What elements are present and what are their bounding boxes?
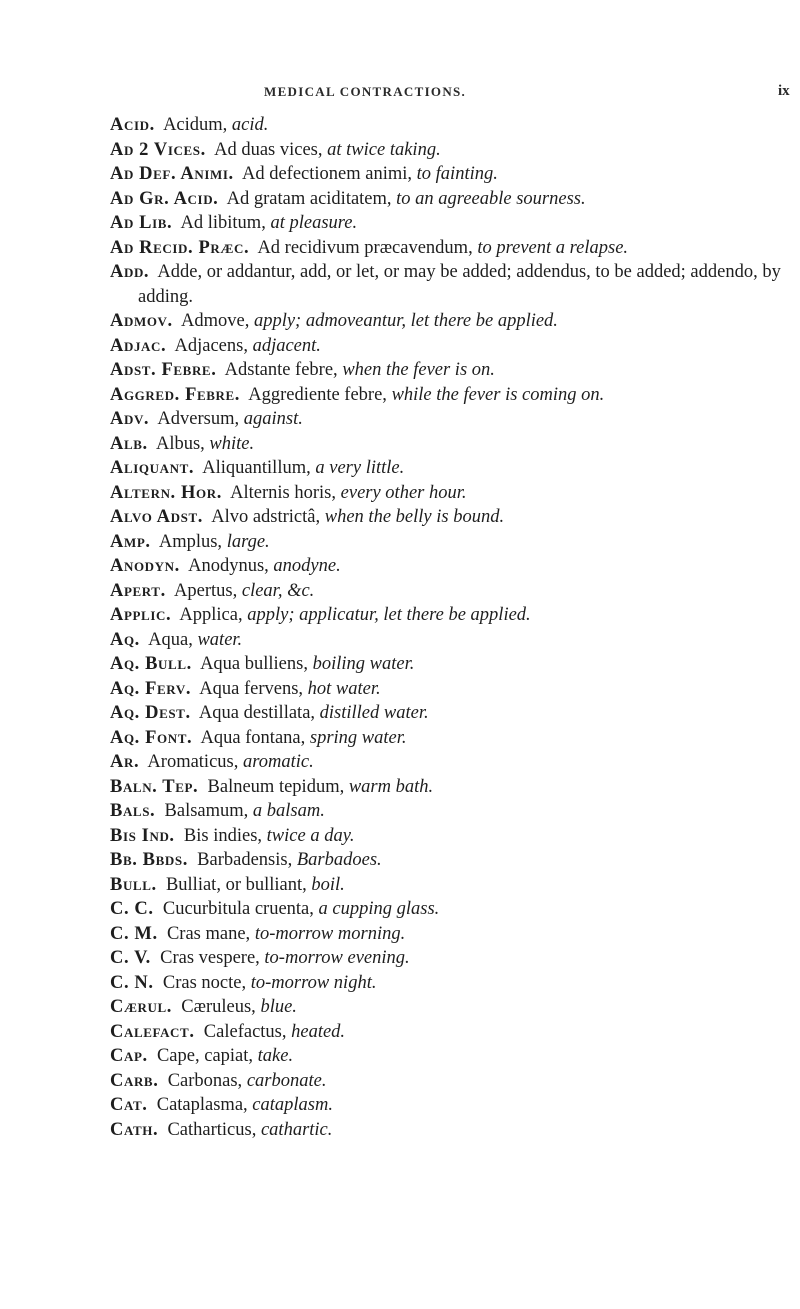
entry-abbreviation: Cærul. — [110, 997, 173, 1017]
entry-abbreviation: Applic. — [110, 605, 172, 625]
entry-latin: Aqua bulliens, — [200, 654, 313, 674]
entry-meaning: heated. — [291, 1021, 346, 1042]
entry — [110, 1020, 790, 1045]
entry-meaning: apply; applicatur, let there be applied. — [247, 605, 531, 625]
entry-latin: Catharticus, — [167, 1119, 261, 1140]
entry-latin: Bis indies, — [183, 825, 267, 846]
entry-abbreviation: Ad 2 Vices. — [110, 139, 206, 160]
entry-meaning: hot water. — [307, 678, 381, 699]
entry-meaning: blue. — [260, 997, 297, 1017]
entry-abbreviation: Bis Ind. — [110, 825, 175, 846]
entry — [110, 799, 790, 824]
entry-abbreviation: Aq. Dest. — [110, 703, 191, 723]
entry — [110, 1044, 790, 1069]
entry-abbreviation: Calefact. — [110, 1021, 195, 1042]
entry-latin: Bulliat, or bulliant, — [165, 874, 312, 895]
entry-abbreviation: Alb. — [110, 433, 148, 454]
entry-abbreviation: Aq. Bull. — [110, 654, 192, 674]
entry-abbreviation: Aq. Ferv. — [110, 678, 192, 699]
entry-abbreviation: Ad Lib. — [110, 213, 173, 233]
entry-abbreviation: Ad Def. Animi. — [110, 164, 234, 184]
entry-latin: Carbonas, — [167, 1070, 247, 1091]
entry-abbreviation: Apert. — [110, 580, 166, 601]
entry-meaning: white. — [209, 433, 255, 454]
entry-abbreviation: Adv. — [110, 409, 150, 429]
entry-abbreviation: Alvo Adst. — [110, 507, 203, 527]
entry — [110, 946, 790, 971]
entry-latin: Aqua destillata, — [198, 703, 320, 723]
entry — [110, 603, 790, 628]
entry — [110, 579, 790, 604]
entry — [110, 530, 790, 555]
entry-latin: Aliquantillum, — [202, 458, 316, 478]
entry-latin: Aqua fontana, — [200, 727, 310, 748]
entry — [110, 113, 790, 138]
entry-abbreviation: Aggred. Febre. — [110, 384, 241, 405]
entry-meaning: twice a day. — [266, 825, 355, 846]
entry-latin: Cataplasma, — [156, 1095, 253, 1115]
entry-meaning: when the fever is on. — [342, 360, 495, 380]
entry-latin: Ad recidivum præcavendum, — [257, 237, 478, 258]
entry-meaning: take. — [257, 1046, 294, 1066]
entry-latin: Aqua, — [148, 629, 198, 650]
entry-meaning: to fainting. — [416, 164, 498, 184]
entry-meaning: warm bath. — [348, 776, 434, 797]
entry-latin: Anodynus, — [188, 556, 274, 576]
entry-latin: Alvo adstrictâ, — [211, 507, 325, 527]
entry-abbreviation: C. M. — [110, 923, 158, 944]
contractions-list — [110, 113, 790, 1142]
entry-meaning: to-morrow morning. — [254, 923, 406, 944]
entry-abbreviation: Bull. — [110, 874, 157, 895]
running-title: MEDICAL CONTRACTIONS. — [264, 84, 467, 99]
entry-latin: Aqua fervens, — [199, 678, 308, 699]
entry — [110, 1093, 790, 1118]
entry-meaning: adjacent. — [252, 335, 321, 356]
entry-meaning: a cupping glass. — [318, 899, 440, 919]
entry-abbreviation: Admov. — [110, 311, 173, 331]
page-number: ix — [778, 83, 790, 99]
entry-abbreviation: Acid. — [110, 115, 155, 135]
entry-meaning: large. — [226, 531, 270, 552]
entry-meaning: against. — [243, 409, 303, 429]
entry-meaning: cataplasm. — [252, 1095, 333, 1115]
entry-meaning: anodyne. — [273, 556, 341, 576]
entry-latin: Adde, or addantur, add, or let, or may be added; addendus, to be added; addendo, by adding. — [138, 262, 781, 307]
entry-latin: Ad duas vices, — [214, 139, 328, 160]
entry — [110, 897, 790, 922]
entry — [110, 432, 790, 457]
entry — [110, 505, 790, 530]
entry — [110, 628, 790, 653]
entry-latin: Aromaticus, — [147, 752, 243, 772]
entry-meaning: a balsam. — [252, 801, 325, 821]
entry — [110, 922, 790, 947]
entry-meaning: to an agreeable sourness. — [396, 188, 586, 209]
entry-abbreviation: Cap. — [110, 1046, 148, 1066]
entry-abbreviation: Ad Gr. Acid. — [110, 188, 219, 209]
entry-abbreviation: Adst. Febre. — [110, 360, 217, 380]
entry-meaning: boil. — [311, 874, 345, 895]
entry-meaning: to-morrow night. — [250, 972, 377, 993]
entry-abbreviation: Aliquant. — [110, 458, 195, 478]
entry-abbreviation: C. V. — [110, 948, 151, 968]
entry-meaning: every other hour. — [340, 482, 467, 503]
entry-meaning: aromatic. — [242, 752, 314, 772]
entry — [110, 407, 790, 432]
running-header — [0, 84, 800, 104]
entry-meaning: spring water. — [309, 727, 407, 748]
entry-abbreviation: Carb. — [110, 1070, 159, 1091]
entry-latin: Adjacens, — [174, 335, 253, 356]
entry — [110, 309, 790, 334]
entry — [110, 138, 790, 163]
entry-latin: Acidum, — [163, 115, 232, 135]
entry-latin: Adstante febre, — [224, 360, 343, 380]
entry-meaning: at pleasure. — [270, 213, 358, 233]
entry-latin: Cape, capiat, — [156, 1046, 258, 1066]
entry-latin: Ad defectionem animi, — [241, 164, 417, 184]
entry-latin: Cras mane, — [166, 923, 255, 944]
entry — [110, 1118, 790, 1143]
entry-meaning: cathartic. — [260, 1119, 333, 1140]
entry-meaning: apply; admoveantur, let there be applied. — [253, 311, 558, 331]
entry — [110, 236, 790, 261]
entry-latin: Ad libitum, — [180, 213, 271, 233]
entry-latin: Calefactus, — [203, 1021, 292, 1042]
entry-meaning: when the belly is bound. — [324, 507, 505, 527]
entry — [110, 750, 790, 775]
entry — [110, 383, 790, 408]
entry-meaning: to-morrow evening. — [264, 948, 410, 968]
entry — [110, 187, 790, 212]
entry-abbreviation: Altern. Hor. — [110, 482, 222, 503]
entry — [110, 995, 790, 1020]
entry — [110, 775, 790, 800]
entry — [110, 1069, 790, 1094]
entry-meaning: carbonate. — [246, 1070, 327, 1091]
entry-latin: Cras nocte, — [162, 972, 251, 993]
entry-abbreviation: Add. — [110, 262, 150, 282]
entry-meaning: distilled water. — [319, 703, 429, 723]
entry — [110, 701, 790, 726]
entry-abbreviation: Adjac. — [110, 335, 167, 356]
entry — [110, 481, 790, 506]
entry-meaning: water. — [197, 629, 243, 650]
entry-abbreviation: Amp. — [110, 531, 151, 552]
entry-latin: Amplus, — [158, 531, 227, 552]
entry — [110, 554, 790, 579]
entry-latin: Cras vespere, — [160, 948, 265, 968]
entry-abbreviation: C. N. — [110, 972, 154, 993]
entry-latin: Balneum tepidum, — [207, 776, 349, 797]
entry — [110, 873, 790, 898]
entry-abbreviation: Cat. — [110, 1095, 148, 1115]
entry-latin: Admove, — [180, 311, 254, 331]
entry — [110, 358, 790, 383]
entry-meaning: acid. — [231, 115, 269, 135]
entry-abbreviation: Aq. — [110, 629, 140, 650]
entry-abbreviation: Bals. — [110, 801, 156, 821]
entry-abbreviation: Bb. Bbds. — [110, 850, 188, 870]
entry — [110, 652, 790, 677]
entry-latin: Ad gratam aciditatem, — [226, 188, 397, 209]
entry-meaning: at twice taking. — [327, 139, 441, 160]
entry — [110, 824, 790, 849]
entry-meaning: boiling water. — [312, 654, 415, 674]
entry — [110, 162, 790, 187]
entry-abbreviation: Baln. Tep. — [110, 776, 199, 797]
entry-abbreviation: Anodyn. — [110, 556, 180, 576]
entry-meaning: Barbadoes. — [296, 850, 382, 870]
entry-latin: Adversum, — [157, 409, 244, 429]
entry-abbreviation: C. C. — [110, 899, 154, 919]
entry-latin: Aggrediente febre, — [248, 384, 392, 405]
entry — [110, 211, 790, 236]
entry — [110, 848, 790, 873]
entry-abbreviation: Ad Recid. Præc. — [110, 237, 250, 258]
entry-latin: Cæruleus, — [181, 997, 261, 1017]
entry — [110, 677, 790, 702]
entry — [110, 334, 790, 359]
entry-latin: Balsamum, — [164, 801, 253, 821]
entry-meaning: a very little. — [315, 458, 405, 478]
entry-abbreviation: Ar. — [110, 752, 140, 772]
entry-latin: Cucurbitula cruenta, — [162, 899, 319, 919]
entry-latin: Alternis horis, — [230, 482, 341, 503]
entry-latin: Barbadensis, — [197, 850, 297, 870]
entry-meaning: to prevent a relapse. — [477, 237, 629, 258]
entry-abbreviation: Aq. Font. — [110, 727, 193, 748]
entry — [110, 726, 790, 751]
entry-latin: Albus, — [155, 433, 210, 454]
entry — [110, 971, 790, 996]
entry-abbreviation: Cath. — [110, 1119, 159, 1140]
entry-meaning: while the fever is coming on. — [391, 384, 605, 405]
entry — [110, 456, 790, 481]
entry — [110, 260, 790, 309]
entry-latin: Apertus, — [174, 580, 242, 601]
entry-meaning: clear, &c. — [241, 580, 315, 601]
entry-latin: Applica, — [179, 605, 248, 625]
